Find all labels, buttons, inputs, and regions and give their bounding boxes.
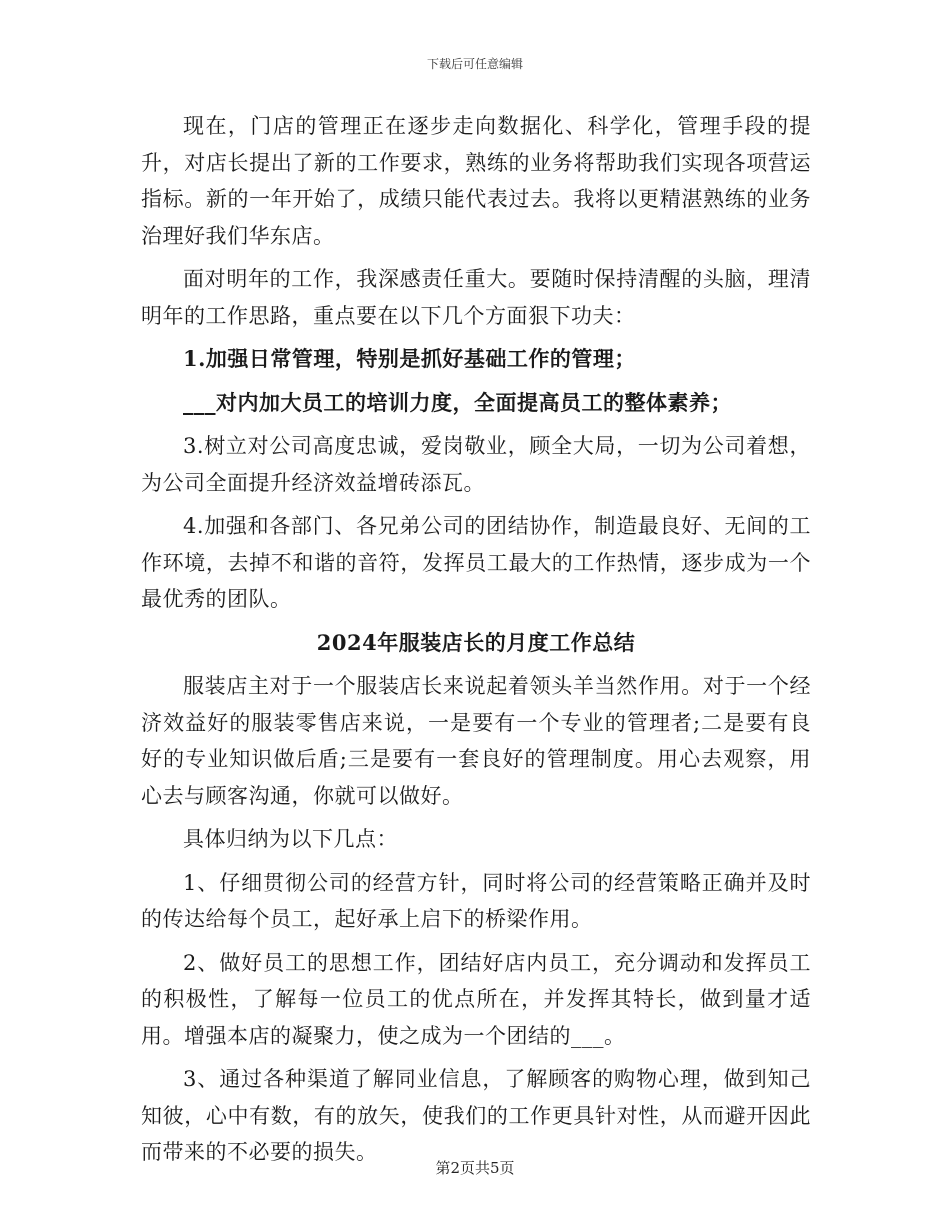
document-body	[141, 108, 811, 1178]
list-item-1: 1.加强日常管理，特别是抓好基础工作的管理；	[183, 346, 636, 371]
list-item-3: 3.树立对公司高度忠诚，爱岗敬业，顾全大局，一切为公司着想，为公司全面提升经济效益增砖添瓦。	[141, 434, 811, 495]
section-title: 2024年服装店长的月度工作总结	[316, 629, 636, 655]
list-item-2: ___对内加大员工的培训力度，全面提高员工的整体素养；	[183, 389, 732, 415]
page-footer: 第2页共5页	[435, 1159, 515, 1177]
paragraph-intro: 现在，门店的管理正在逐步走向数据化、科学化，管理手段的提升，对店长提出了新的工作要求，熟练的业务将帮助我们实现各项营运指标。新的一年开始了，成绩只能代表过去。我将以更精湛熟练的业务治理好我们华东店。	[141, 114, 811, 248]
section-paragraph-intro: 服装店主对于一个服装店长来说起着领头羊当然作用。对于一个经济效益好的服装零售店来说，一是要有一个专业的管理者;二是要有良好的专业知识做后盾;三是要有一套良好的管理制度。用心去观察，用心去与顾客沟通，你就可以做好。	[141, 674, 811, 808]
section-point-1: 1、仔细贯彻公司的经营方针，同时将公司的经营策略正确并及时的传达给每个员工，起好承上启下的桥梁作用。	[141, 870, 811, 931]
page-header: 下载后可任意编辑	[426, 57, 523, 71]
section-point-2: 2、做好员工的思想工作，团结好店内员工，充分调动和发挥员工的积极性，了解每一位员工的优点所在，并发挥其特长，做到量才适用。增强本店的凝聚力，使之成为一个团结的___。	[141, 950, 811, 1048]
section-paragraph-summary: 具体归纳为以下几点：	[183, 827, 398, 851]
section-point-3: 3、通过各种渠道了解同业信息，了解顾客的购物心理，做到知己知彼，心中有数，有的放矢，使我们的工作更具针对性，从而避开因此而带来的不必要的损失。	[141, 1067, 811, 1164]
paragraph-next-year: 面对明年的工作，我深感责任重大。要随时保持清醒的头脑，理清明年的工作思路，重点要在以下几个方面狠下功夫：	[141, 267, 811, 328]
list-item-4: 4.加强和各部门、各兄弟公司的团结协作，制造最良好、无间的工作环境，去掉不和谐的音符，发挥员工最大的工作热情，逐步成为一个最优秀的团队。	[141, 514, 811, 611]
